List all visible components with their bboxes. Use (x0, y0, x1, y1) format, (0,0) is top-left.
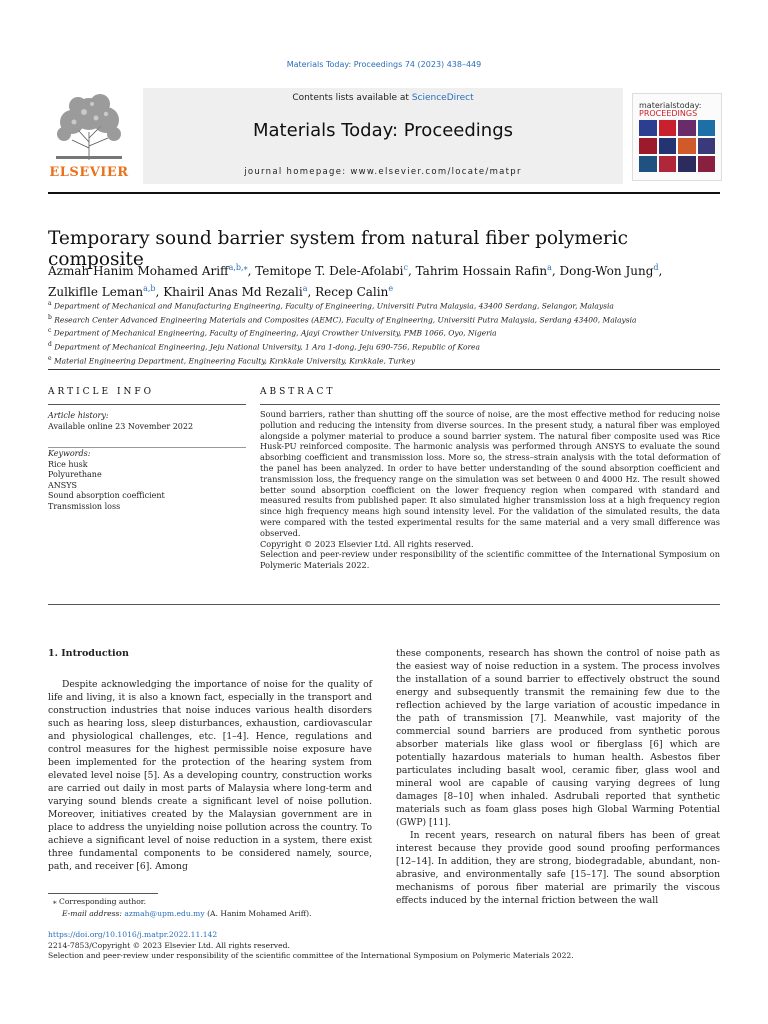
article-title: Temporary sound barrier system from natural fiber polymeric composite (48, 228, 629, 270)
body-column-right (396, 647, 720, 907)
publisher-wordmark: ELSEVIER (49, 165, 129, 180)
affiliation-key: b (48, 313, 52, 321)
article-info-divider (48, 447, 246, 448)
email-owner: (A. Hanim Mohamed Ariff). (204, 909, 312, 918)
affiliation-text: Research Center Advanced Engineering Materials and Composites (AEMC), Faculty of Engineering, Universiti Putra Malaysia, Serdang 43400, Malaysia (54, 315, 637, 325)
tree-icon (48, 92, 130, 162)
affiliation-text: Department of Mechanical Engineering, Faculty of Engineering, Ajayi Crowther University, PMB 1066, Oyo, Nigeria (53, 328, 497, 338)
journal-homepage-link[interactable]: journal homepage: www.elsevier.com/locate/matpr (244, 167, 522, 177)
body-paragraph: In recent years, research on natural fibers has been of great interest because they provide good sound proofing performances [12–14]. In addition, they are strong, biodegradable, abundant, non-abrasive, and environmentally safe [15–17]. The sound absorption mechanisms of porous fiber material are primarily the viscous effects induced by the internal friction between the wall (396, 830, 720, 906)
article-history-value: Available online 23 November 2022 (48, 421, 194, 431)
affiliation-item (48, 339, 728, 353)
corresponding-author-note (48, 896, 378, 908)
article-info-rule (48, 404, 246, 405)
keyword-item: ANSYS (48, 480, 78, 490)
keyword-item: Sound absorption coefficient (48, 491, 165, 501)
affiliation-item (48, 353, 728, 367)
affiliation-key: e (48, 354, 52, 362)
affiliation-item (48, 325, 728, 339)
footnote (48, 896, 378, 920)
abstract-heading: ABSTRACT (260, 387, 336, 397)
contents-line (143, 93, 623, 103)
article-history-label: Article history: (48, 411, 109, 420)
author-affiliation-ref[interactable]: a (547, 263, 552, 272)
keywords-label: Keywords: (48, 449, 91, 458)
author-name[interactable]: Dong-Won Jung (559, 264, 654, 278)
cover-title-line1: materialstoday: (639, 101, 702, 110)
affiliation-key: c (48, 327, 52, 335)
article-history (48, 411, 246, 432)
author-affiliation-ref[interactable]: a,b (143, 284, 156, 293)
author-affiliation-ref[interactable]: e (388, 284, 394, 293)
abstract-rule (260, 404, 720, 405)
sciencedirect-link[interactable]: ScienceDirect (411, 93, 474, 103)
corresponding-label: Corresponding author. (59, 897, 146, 906)
author-name[interactable]: Zulkiflle Leman (48, 285, 144, 299)
email-note (48, 908, 378, 920)
author-affiliation-ref[interactable]: a,b,⁎ (228, 263, 248, 272)
contents-prefix: Contents lists available at (292, 93, 412, 103)
issn-copyright: 2214-7853/Copyright © 2023 Elsevier Ltd. All rights reserved. (48, 940, 290, 950)
masthead-rule (48, 192, 720, 194)
author-affiliation-ref[interactable]: d (653, 263, 659, 272)
author-separator: , (247, 264, 256, 278)
abstract-peer-review: Selection and peer-review under responsibility of the scientific committee of the International Symposium on Polymeric Materials 2022. (260, 549, 720, 571)
author-separator: , (551, 264, 560, 278)
author-name[interactable]: Recep Calin (315, 285, 389, 299)
cover-title (639, 102, 701, 118)
abstract-text (260, 409, 720, 571)
journal-banner (143, 88, 623, 184)
affiliation-list (48, 298, 728, 367)
journal-cover-thumbnail[interactable] (632, 93, 722, 181)
affiliation-text: Material Engineering Department, Engineering Faculty, Kırıkkale University, Kırıkkale, Turkey (53, 356, 415, 366)
keywords-block (48, 449, 246, 513)
affiliation-item (48, 312, 728, 326)
affiliation-item (48, 298, 728, 312)
body-paragraph: these components, research has shown the control of noise path as the easiest way of noise reduction in a system. The process involves the installation of a sound barrier to effectively obstruct the sound energy and subsequently transmit the remaining few due to the reflection achieved by the large variation of acoustic impedance in the path of transmission [7]. Meanwhile, vast majority of the commercial sound barriers are produced from synthetic porous absorber materials like glass wool or fiberglass [6] which are potentially hazardous materials to human health. Asbestos fiber particulates including basalt wool, ceramic fiber, glass wool and mineral wool are capable of causing varying degrees of lung damages [8–10] when inhaled. Asdrubali reported that synthetic materials such as foam glass poses high Global Warming Potential (GWP) [11]. (396, 648, 720, 828)
abstract-bottom-rule (48, 604, 720, 605)
body-paragraph: Despite acknowledging the importance of noise for the quality of life and living, it is also a known fact, especially in the transport and construction industries that noise induces various health disorders such as hearing loss, sleep disturbances, exhaustion, cardiovascular and physiological challenges, etc. [1–4]. Hence, regulations and control measures for the highest permissible noise exposure have been implemented for the protection of the hearing system from elevated level noise [5]. As a developing country, construction works are carried out daily in most parts of Malaysia where long-term and varying sound blends create a significant level of noise pollution. Moreover, initiatives created by the Malaysian government are in place to address the unyielding noise pollution across the country. To achieve a significant level of noise reduction in a system, there exist three fundamental components to be considered namely, source, path, and receiver [6]. Among (48, 679, 372, 872)
elsevier-logo[interactable] (48, 92, 130, 184)
affiliation-text: Department of Mechanical and Manufacturing Engineering, Faculty of Engineering, Universiti Putra Malaysia, 43400 Serdang, Selangor, Malaysia (53, 301, 614, 311)
author-affiliation-ref[interactable]: a (302, 284, 308, 293)
journal-title: Materials Today: Proceedings (253, 120, 513, 141)
page-footer (48, 930, 728, 962)
body-column-left (48, 647, 372, 873)
author-name[interactable]: Khairil Anas Md Rezali (163, 285, 303, 299)
journal-citation[interactable]: Materials Today: Proceedings 74 (2023) 438–449 (286, 60, 482, 69)
author-affiliation-ref[interactable]: c (403, 263, 408, 272)
cover-title-line2: PROCEEDINGS (639, 109, 698, 118)
author-name[interactable]: Tahrim Hossain Rafin (415, 264, 548, 278)
author-name[interactable]: Azmah Hanim Mohamed Ariff (48, 264, 229, 278)
author-separator: , (658, 264, 663, 278)
footnote-mark: ⁎ (52, 897, 57, 906)
keyword-item: Polyurethane (48, 470, 102, 480)
author-separator: , (407, 264, 416, 278)
author-separator: , (307, 285, 316, 299)
author-list (48, 259, 728, 301)
masthead (48, 88, 720, 186)
abstract-body: Sound barriers, rather than shutting off the source of noise, are the most effective method for reducing noise pollution and reducing the intensity from diverse sources. In the present study, a natural fiber was employed alongside a polymer material to produce a sound barrier system. The natural fiber composite used was Rice Husk-PU reinforced composite. The harmonic analysis was performed through ANSYS to evaluate the sound absorbing coefficient and transmission loss. More so, the stress–strain analysis with the total deformation of the panel has been analyzed. In order to have better understanding of the sound absorption coefficient and transmission loss, the frequency range on the simulation was set between 0 and 4000 Hz. The result showed better sound absorption coefficient on the lower frequency region when compared with standard and measured results from published paper. It also simulated higher transmission loss at a high frequency region since high frequency means high sound intensity level. For the validation of the simulated results, the data were compared with the tested experimental results for the same material and a very small difference was observed. (260, 409, 720, 538)
keyword-item: Transmission loss (48, 501, 121, 511)
affiliation-key: a (48, 300, 52, 307)
section-heading: 1. Introduction (48, 648, 129, 659)
doi-link[interactable]: https://doi.org/10.1016/j.matpr.2022.11.142 (48, 930, 218, 939)
footnote-rule (48, 893, 158, 894)
affiliation-text: Department of Mechanical Engineering, Jeju National University, 1 Ara 1-dong, Jeju 690-756, Republic of Korea (54, 342, 480, 352)
article-info-heading: ARTICLE INFO (48, 387, 155, 397)
affiliation-key: d (48, 341, 52, 349)
email-label: E-mail address: (62, 909, 125, 918)
author-email-link[interactable]: azmah@upm.edu.my (124, 909, 205, 918)
author-separator: , (155, 285, 164, 299)
cover-image-grid (639, 120, 715, 172)
footer-peer-review: Selection and peer-review under responsibility of the scientific committee of the International Symposium on Polymeric Materials 2022. (48, 951, 574, 961)
header-rule (48, 369, 720, 370)
author-name[interactable]: Temitope T. Dele-Afolabi (255, 264, 404, 278)
keyword-item: Rice husk (48, 459, 88, 469)
abstract-copyright: Copyright © 2023 Elsevier Ltd. All rights reserved. (260, 538, 474, 549)
